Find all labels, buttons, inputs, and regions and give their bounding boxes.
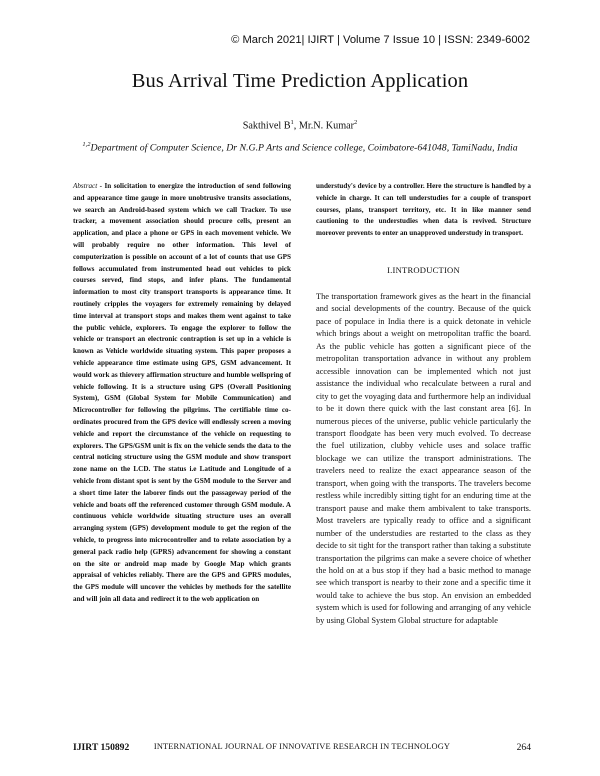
author-1: Sakthivel B <box>242 120 291 132</box>
footer-page-number: 264 <box>516 742 531 753</box>
affiliation-text: Department of Computer Science, Dr N.G.P Arts and Science college, Coimbatore-641048, TamiNadu, India <box>90 142 518 154</box>
introduction-heading: I.INTRODUCTION <box>387 265 460 275</box>
footer-journal-name: INTERNATIONAL JOURNAL OF INNOVATIVE RESEARCH IN TECHNOLOGY <box>153 742 451 751</box>
abstract-continuation: understudy's device by a controller. Here the structure is handled by a vehicle in charge. It can tell understudies for a couple of transport courses, plans, transport territory, etc. It in like manner send cautioning to the understudies when data is revived. Structure moreover prevents to enter an unapproved understudy in transport. <box>316 182 531 238</box>
author-2-superscript: 2 <box>354 119 358 126</box>
abstract-text: - In solicitation to energize the introduction of send following and appearance time gauge in more unobtrusive transits associations, we search an Android-based system which we call Tracker. To use tracker, a movement association should procure cells, present an application, and place a phone or GPS in each movement vehicle. We will probably require no other information. This level of computerization is possible on account of a lot of counts that use GPS follows accumulated from instrumented head out vehicles to pick courses served, find stops, and infer plans. The fundamental information to most city transport transports is appearance time. It routinely cripples the voyagers for extremely remaining by delayed time interval at transport stops and makes them went against to take the public vehicle, explorers. To engage the explorer to follow the vehicle or transport an electronic contraption is set up in a vehicle is known as Vehicle worldwide situating system. This paper proposes a vehicle appearance time estimate using GPS, GSM advancement. It would work as thievery affirmation structure and humble wellspring of vehicle following. It is a structure using GPS (Overall Positioning System), GSM (Global System for Mobile Communication) and Microcontroller for following the pilgrims. The certifiable time co-ordinates procured from the GPS device will endlessly screen a moving vehicle and report the circumstance of the vehicle on requesting to explorers. The GPS/GSM unit is fix on the vehicle sends the data to the central noticing structure using the GSM module and show transport zone name on the LCD. The status i.e Latitude and Longitude of a vehicle from distant spot is sent by the GSM module to the Server and a short time later the laborer finds out the passageway period of the vehicle and boats off the referenced customer through GSM module. A continuous vehicle worldwide situating structure uses an overall arranging system (GPS) development module to get the region of the vehicle, to progress into microcontroller and to relate association by a general pack radio help (GPRS) advancement for showing a constant on the site or android map made by Google Map which grants appraisal of vehicles reliably. There are the GPS and GPRS modules, the GPS module will uncover the vehicles by methods for the satellite and will join all data and redirect it to the web application on <box>73 182 291 603</box>
page-footer <box>73 742 531 756</box>
abstract-column <box>73 181 291 606</box>
author-1-superscript: 1 <box>290 119 294 126</box>
introduction-text: The transportation framework gives as the heart in the financial and social developments of the country. Because of the quick pace of populace in India there is a quick detonate in vehicle which brings about a weight on metropolitan traffic the board. As the public vehicle has gotten a significant piece of the metropolitan transportation advance in without any problem accessible innovation can be implemented which not just assistance the individual who recalculate between a rural and city to get the voyaging data and furthermore help an individual to be it down there quick with the last constant area [6]. In numerous pieces of the universe, public vehicle particularly the transport floodgate has been very much evolved. To decrease the fuel utilization, clubby vehicle uses and solace traffic blockage we can utilize the transport administrations. The travelers need to realize the exact appearance season of the transport, when going with the transports. The travelers become restless while incredibly sitting tight for an enduring time at the transport pause and make them ambivalent to take transports. Most travelers are typically ready to office and a significant number of the understudies are restarted to the class as they decide to sit tight for the transport rather than taking a substitute transportation the pilgrims can make a severe choice of whether the hold on at a bus stop if they had a basic method to manage see which transport is nearby to their zone and a specific time it would take to achieve the bus stop. An envision an embedded system which is used for following and arranging of any vehicle by using Global System Global structure for adaptable <box>316 292 531 625</box>
affiliation-superscript: 1,2 <box>82 141 91 148</box>
affiliation <box>70 137 530 156</box>
author-2: , Mr.N. Kumar <box>293 120 355 132</box>
footer-journal-id: IJIRT 150892 <box>73 742 130 753</box>
paper-title: Bus Arrival Time Prediction Application <box>131 70 469 92</box>
abstract-label: Abstract <box>73 182 98 190</box>
author-line <box>0 119 600 131</box>
journal-header: © March 2021| IJIRT | Volume 7 Issue 10 | ISSN: 2349-6002 <box>231 34 530 46</box>
